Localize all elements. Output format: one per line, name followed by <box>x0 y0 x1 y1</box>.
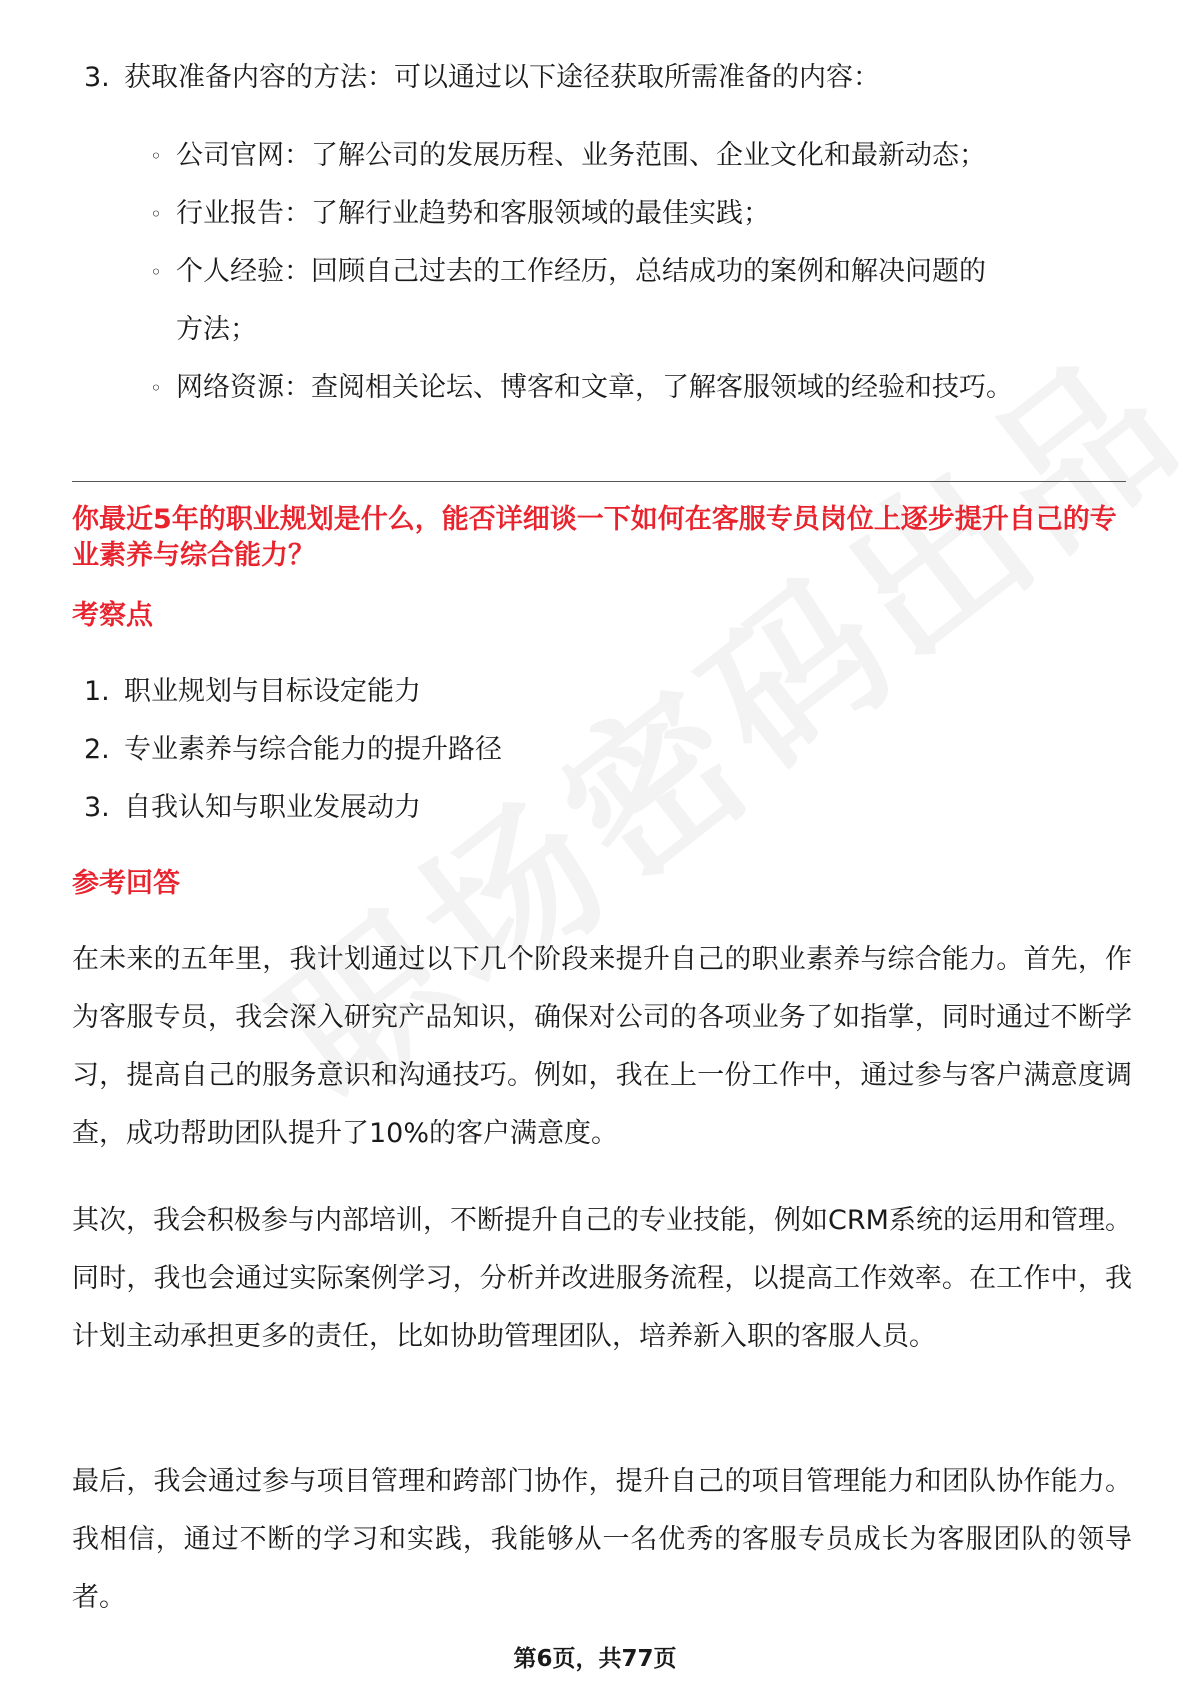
bullet-text: 行业报告：了解行业趋势和客服领域的最佳实践； <box>176 198 770 229</box>
bullet-text: 个人经验：回顾自己过去的工作经历，总结成功的案例和解决问题的方法； <box>176 256 986 345</box>
bullet-item <box>146 243 1006 359</box>
bullet-icon: ◦ <box>150 144 162 168</box>
bullet-text: 公司官网：了解公司的发展历程、业务范围、企业文化和最新动态； <box>176 140 986 171</box>
list-item-3 <box>84 58 880 98</box>
list-number: 2. <box>84 734 110 765</box>
bullet-item <box>146 359 1086 417</box>
list-item-text: 职业规划与目标设定能力 <box>124 676 421 707</box>
list-number: 3. <box>84 792 110 823</box>
bullet-icon: ◦ <box>150 202 162 226</box>
divider <box>72 481 1126 482</box>
bullet-icon: ◦ <box>150 260 162 284</box>
list-number: 1. <box>84 676 110 707</box>
question-heading: 你最近5年的职业规划是什么，能否详细谈一下如何在客服专员岗位上逐步提升自己的专业素养与综合能力？ <box>72 504 1117 571</box>
assessment-item <box>84 788 421 828</box>
answer-paragraph: 最后，我会通过参与项目管理和跨部门协作，提升自己的项目管理能力和团队协作能力。我相信，通过不断的学习和实践，我能够从一名优秀的客服专员成长为客服团队的领导者。 <box>72 1466 1132 1613</box>
bullet-item <box>146 127 1086 185</box>
assessment-item <box>84 672 421 712</box>
bullet-text: 网络资源：查阅相关论坛、博客和文章，了解客服领域的经验和技巧。 <box>176 372 1013 403</box>
answer-paragraph: 其次，我会积极参与内部培训，不断提升自己的专业技能，例如CRM系统的运用和管理。同时，我也会通过实际案例学习，分析并改进服务流程，以提高工作效率。在工作中，我计划主动承担更多的责任，比如协助管理团队，培养新入职的客服人员。 <box>72 1205 1132 1352</box>
list-number: 3. <box>84 62 110 93</box>
list-item-text: 自我认知与职业发展动力 <box>124 792 421 823</box>
answer-heading: 参考回答 <box>72 868 180 899</box>
list-item-text: 获取准备内容的方法：可以通过以下途径获取所需准备的内容： <box>124 62 880 93</box>
answer-paragraph: 在未来的五年里，我计划通过以下几个阶段来提升自己的职业素养与综合能力。首先，作为客服专员，我会深入研究产品知识，确保对公司的各项业务了如指掌，同时通过不断学习，提高自己的服务意识和沟通技巧。例如，我在上一份工作中，通过参与客户满意度调查，成功帮助团队提升了10%的客户满意度。 <box>72 944 1132 1149</box>
assessment-item <box>84 730 502 770</box>
bullet-item <box>146 185 1086 243</box>
bullet-icon: ◦ <box>150 376 162 400</box>
assessment-heading: 考察点 <box>72 600 153 631</box>
list-item-text: 专业素养与综合能力的提升路径 <box>124 734 502 765</box>
page-footer: 第6页，共77页 <box>513 1646 677 1672</box>
